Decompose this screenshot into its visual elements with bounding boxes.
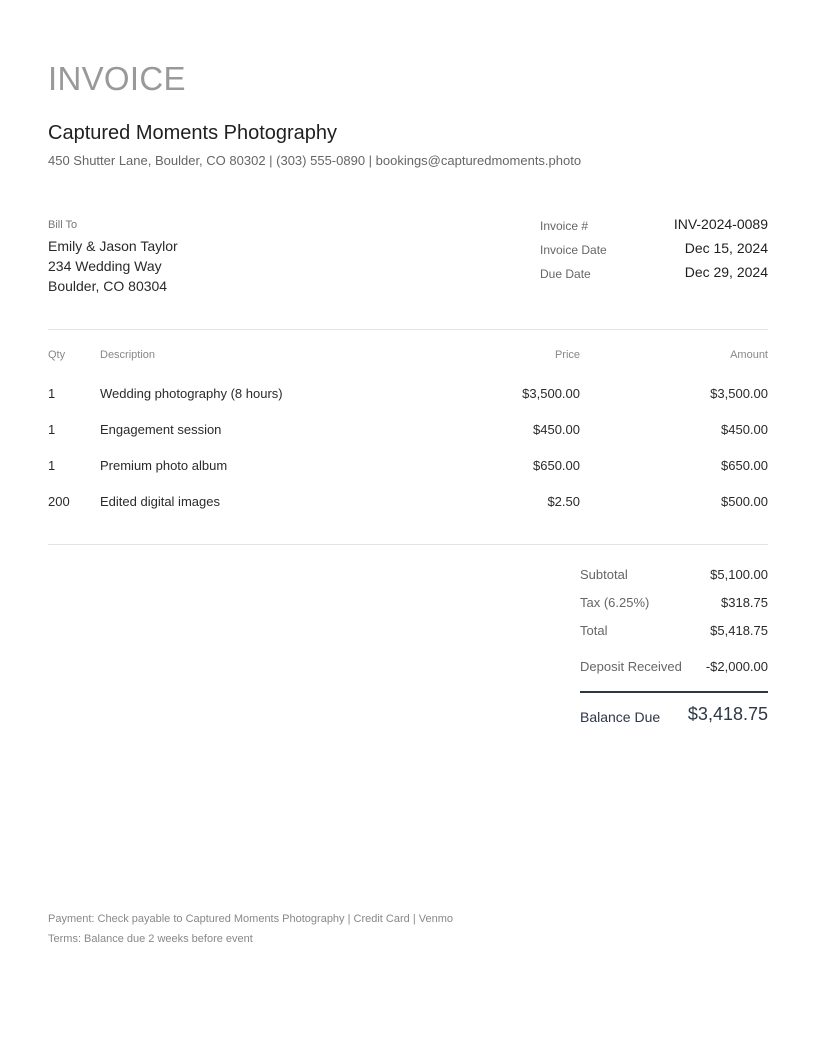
invoice-number-row bbox=[540, 216, 768, 240]
row-price: $2.50 bbox=[547, 494, 580, 509]
total-label: Total bbox=[580, 623, 608, 638]
row-amount: $3,500.00 bbox=[710, 386, 768, 401]
row-qty: 1 bbox=[48, 422, 56, 437]
header-price: Price bbox=[554, 349, 580, 361]
tax-label: Tax (6.25%) bbox=[580, 595, 650, 610]
invoice-number-label: Invoice # bbox=[540, 219, 589, 233]
footer-notes bbox=[48, 909, 453, 949]
divider-top bbox=[48, 329, 768, 330]
row-qty: 1 bbox=[48, 458, 56, 473]
total-row bbox=[580, 623, 768, 651]
row-qty: 1 bbox=[48, 386, 56, 401]
bill-to-label: Bill To bbox=[48, 219, 78, 231]
subtotal-value: $5,100.00 bbox=[710, 567, 768, 582]
totals-section bbox=[580, 567, 768, 738]
invoice-date-row bbox=[540, 240, 768, 264]
tax-row bbox=[580, 595, 768, 623]
payment-terms: Payment: Check payable to Captured Moments Photography | Credit Card | Venmo bbox=[48, 913, 453, 925]
row-amount: $500.00 bbox=[721, 494, 768, 509]
header-qty: Qty bbox=[48, 349, 66, 361]
tax-value: $318.75 bbox=[721, 595, 768, 610]
row-qty: 200 bbox=[48, 494, 70, 509]
bill-to-name: Emily & Jason Taylor bbox=[48, 238, 178, 254]
row-price: $650.00 bbox=[533, 458, 580, 473]
row-price: $3,500.00 bbox=[522, 386, 580, 401]
balance-due-label: Balance Due bbox=[580, 709, 661, 725]
balance-due-row bbox=[580, 704, 768, 738]
invoice-date-label: Invoice Date bbox=[540, 243, 607, 257]
table-header bbox=[48, 349, 768, 383]
deposit-label: Deposit Received bbox=[580, 659, 682, 674]
row-description: Edited digital images bbox=[100, 494, 220, 509]
row-description: Wedding photography (8 hours) bbox=[100, 386, 283, 401]
due-date-value: Dec 29, 2024 bbox=[684, 264, 768, 280]
balance-due-value: $3,418.75 bbox=[687, 704, 768, 724]
subtotal-label: Subtotal bbox=[580, 567, 628, 582]
row-amount: $650.00 bbox=[721, 458, 768, 473]
invoice-date-value: Dec 15, 2024 bbox=[684, 240, 768, 256]
due-date-label: Due Date bbox=[540, 267, 591, 281]
header-amount: Amount bbox=[730, 349, 768, 361]
table-row bbox=[48, 419, 768, 455]
line-items-table bbox=[48, 349, 768, 527]
page-title: INVOICE bbox=[48, 60, 186, 97]
company-name: Captured Moments Photography bbox=[48, 122, 338, 144]
total-value: $5,418.75 bbox=[710, 623, 768, 638]
bill-to-street: 234 Wedding Way bbox=[48, 258, 162, 274]
company-contact-info: 450 Shutter Lane, Boulder, CO 80302 | (303) 555-0890 | bookings@capturedmoments.photo bbox=[48, 153, 582, 168]
balance-divider bbox=[580, 691, 768, 693]
row-price: $450.00 bbox=[533, 422, 580, 437]
table-row bbox=[48, 455, 768, 491]
row-description: Premium photo album bbox=[100, 458, 228, 473]
deposit-value: -$2,000.00 bbox=[705, 659, 768, 674]
bill-to-city: Boulder, CO 80304 bbox=[48, 278, 168, 294]
table-row bbox=[48, 491, 768, 527]
subtotal-row bbox=[580, 567, 768, 595]
due-terms: Terms: Balance due 2 weeks before event bbox=[48, 933, 253, 945]
row-amount: $450.00 bbox=[721, 422, 768, 437]
divider-bottom bbox=[48, 544, 768, 545]
invoice-number-value: INV-2024-0089 bbox=[673, 216, 768, 232]
row-description: Engagement session bbox=[100, 422, 222, 437]
due-date-row bbox=[540, 264, 768, 288]
invoice-meta bbox=[540, 216, 768, 288]
deposit-row bbox=[580, 659, 768, 687]
bill-to-section bbox=[48, 219, 178, 296]
header-description: Description bbox=[100, 349, 156, 361]
table-row bbox=[48, 383, 768, 419]
